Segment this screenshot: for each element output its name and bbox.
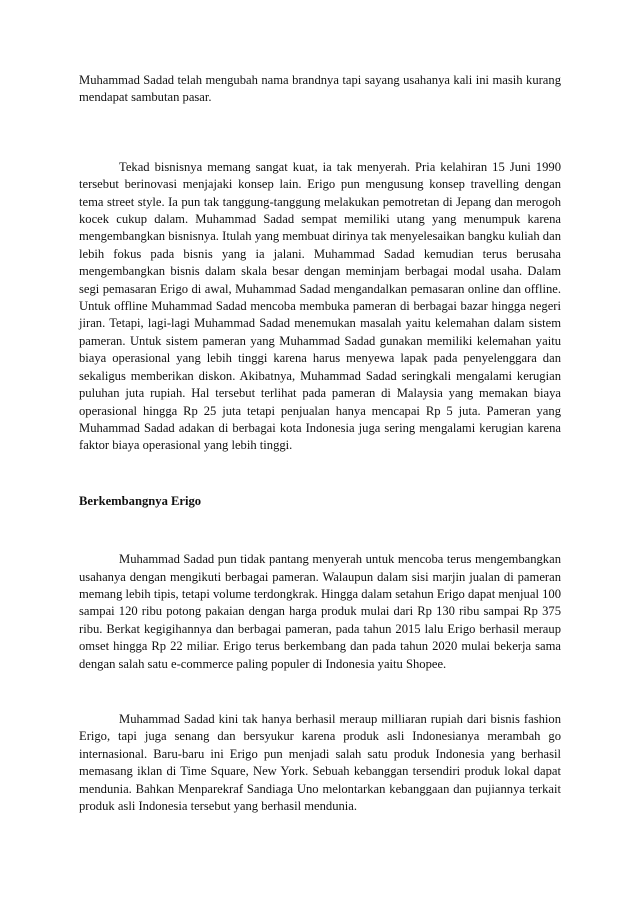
paragraph-growth: Muhammad Sadad pun tidak pantang menyerah untuk mencoba terus mengembangkan usahanya dengan mengikuti berbagai pameran. Walaupun dalam sisi marjin jualan di pameran memang lebih tipis, tetapi volume terdongkrak. Hingga dalam setahun Erigo dapat menjual 100 sampai 120 ribu potong pakaian dengan harga produk mulai dari Rp 130 ribu sampai Rp 375 ribu. Berkat kegigihannya dan berbagai pameran, pada tahun 2015 lalu Erigo berhasil meraup omset hingga Rp 22 miliar. Erigo terus berkembang dan pada tahun 2020 mulai bekerja sama dengan salah satu e-commerce paling populer di Indonesia yaitu Shopee.	[79, 552, 561, 671]
intro-paragraph: Muhammad Sadad telah mengubah nama brandnya tapi sayang usahanya kali ini masih kurang mendapat sambutan pasar.	[79, 73, 561, 105]
section-heading: Berkembangnya Erigo	[79, 493, 202, 508]
paragraph-international: Muhammad Sadad kini tak hanya berhasil meraup milliaran rupiah dari bisnis fashion Erigo, tapi juga senang dan bersyukur karena produk asli Indonesianya merambah go internasional. Baru-baru ini Erigo pun menjadi salah satu produk Indonesia yang berhasil memasang iklan di Time Square, New York. Sebuah kebanggan tersendiri produk lokal dapat mendunia. Bahkan Menparekraf Sandiaga Uno melontarkan kebanggaan dan pujiannya terkait produk asli Indonesia tersebut yang berhasil mendunia.	[79, 711, 561, 813]
document-page	[79, 72, 561, 815]
paragraph-business-struggle: Tekad bisnisnya memang sangat kuat, ia tak menyerah. Pria kelahiran 15 Juni 1990 tersebut berinovasi menjajaki konsep lain. Erigo pun mengusung konsep travelling dengan tema street style. Ia pun tak tanggung-tanggung melakukan pemotretan di Jepang dan merogoh kocek cukup dalam. Muhammad Sadad sempat memiliki utang yang menumpuk karena mengembangkan bisnisnya. Itulah yang membuat dirinya tak menyelesaikan bangku kuliah dan lebih fokus pada bisnis yang ia jalani. Muhammad Sadad kemudian terus berusaha mengembangkan bisnis dalam skala besar dengan meminjam berbagai modal usaha. Dalam segi pemasaran Erigo di awal, Muhammad Sadad mengandalkan pemasaran online dan offline. Untuk offline Muhammad Sadad mencoba membuka pameran di berbagai bazar hingga negeri jiran. Tetapi, lagi-lagi Muhammad Sadad menemukan masalah yaitu kelemahan dalam sistem pameran. Untuk sistem pameran yang Muhammad Sadad gunakan memiliki kelemahan yaitu biaya operasional yang lebih tinggi karena harus menyewa lapak pada penyelenggara dan sekaligus memberikan diskon. Akibatnya, Muhammad Sadad seringkali mengalami kerugian puluhan juta rupiah. Hal tersebut terlihat pada pameran di Malaysia yang memakan biaya operasional hingga Rp 25 juta tetapi penjualan hanya mencapai Rp 5 juta. Pameran yang Muhammad Sadad adakan di berbagai kota Indonesia juga sering mengalami kerugian karena faktor biaya operasional yang lebih tinggi.	[79, 159, 561, 453]
